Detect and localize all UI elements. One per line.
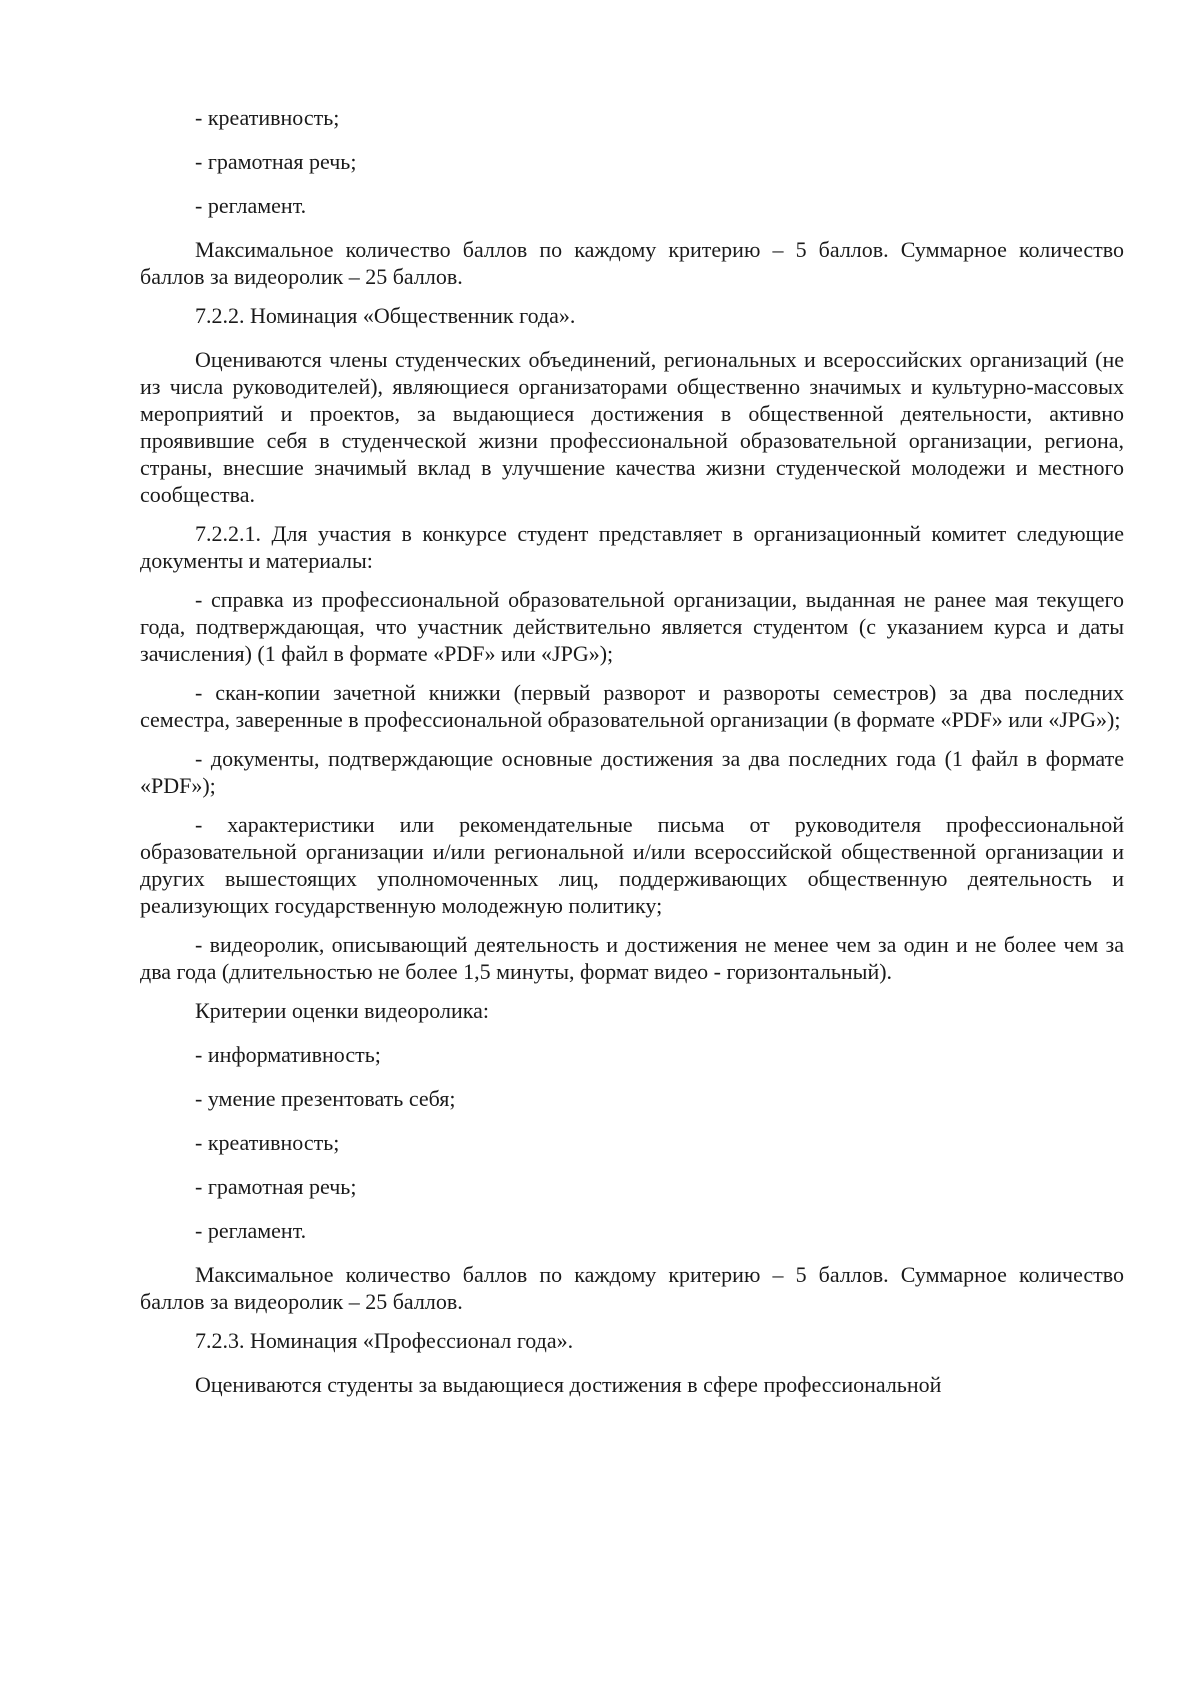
criterion-item: - грамотная речь; xyxy=(195,149,357,174)
criterion-item: - креативность; xyxy=(195,105,340,130)
section-heading-7-2-3: 7.2.3. Номинация «Профессионал года». xyxy=(195,1328,574,1353)
document-requirement: - справка из профессиональной образовательной организации, выданная не ранее мая текущего года, подтверждающая, что участник действительно является студентом (с указанием курса и даты зачисления) (1 файл в формате «PDF» или «JPG»); xyxy=(140,587,1124,666)
document-requirement: - характеристики или рекомендательные письма от руководителя профессиональной образовательной организации и/или региональной и/или всероссийской общественной организации и других вышестоящих уполномоченных лиц, поддерживающих общественную деятельность и реализующих государственную молодежную политику; xyxy=(140,812,1124,918)
document-requirement: - скан-копии зачетной книжки (первый разворот и развороты семестров) за два последних семестра, заверенные в профессиональной образовательной организации (в формате «PDF» или «JPG»); xyxy=(140,680,1124,732)
document-requirement: - документы, подтверждающие основные достижения за два последних года (1 файл в формате «PDF»); xyxy=(140,746,1124,798)
criterion-item: - регламент. xyxy=(195,193,307,218)
video-criterion-item: - креативность; xyxy=(195,1130,340,1155)
section-heading-7-2-2: 7.2.2. Номинация «Общественник года». xyxy=(195,303,576,328)
max-score-paragraph: Максимальное количество баллов по каждому критерию – 5 баллов. Суммарное количество баллов за видеоролик – 25 баллов. xyxy=(140,1262,1124,1314)
video-criteria-heading: Критерии оценки видеоролика: xyxy=(195,998,489,1023)
nomination-description: Оцениваются члены студенческих объединений, региональных и всероссийских организаций (не из числа руководителей), являющиеся организаторами общественно значимых и культурно-массовых мероприятий и проектов, за выдающиеся достижения в общественной деятельности, активно проявившие себя в студенческой жизни профессиональной образовательной организации, региона, страны, внесшие значимый вклад в улучшение качества жизни студенческой молодежи и местного сообщества. xyxy=(140,347,1124,507)
video-criterion-item: - грамотная речь; xyxy=(195,1174,357,1199)
video-criterion-item: - регламент. xyxy=(195,1218,307,1243)
max-score-paragraph: Максимальное количество баллов по каждому критерию – 5 баллов. Суммарное количество баллов за видеоролик – 25 баллов. xyxy=(140,237,1124,289)
video-criterion-item: - умение презентовать себя; xyxy=(195,1086,456,1111)
document-page xyxy=(140,104,1124,1410)
documents-intro-paragraph: 7.2.2.1. Для участия в конкурсе студент представляет в организационный комитет следующие документы и материалы: xyxy=(140,521,1124,573)
nomination-description-start: Оцениваются студенты за выдающиеся достижения в сфере профессиональной xyxy=(195,1372,942,1397)
video-criterion-item: - информативность; xyxy=(195,1042,381,1067)
document-requirement: - видеоролик, описывающий деятельность и достижения не менее чем за один и не более чем за два года (длительностью не более 1,5 минуты, формат видео - горизонтальный). xyxy=(140,932,1124,984)
